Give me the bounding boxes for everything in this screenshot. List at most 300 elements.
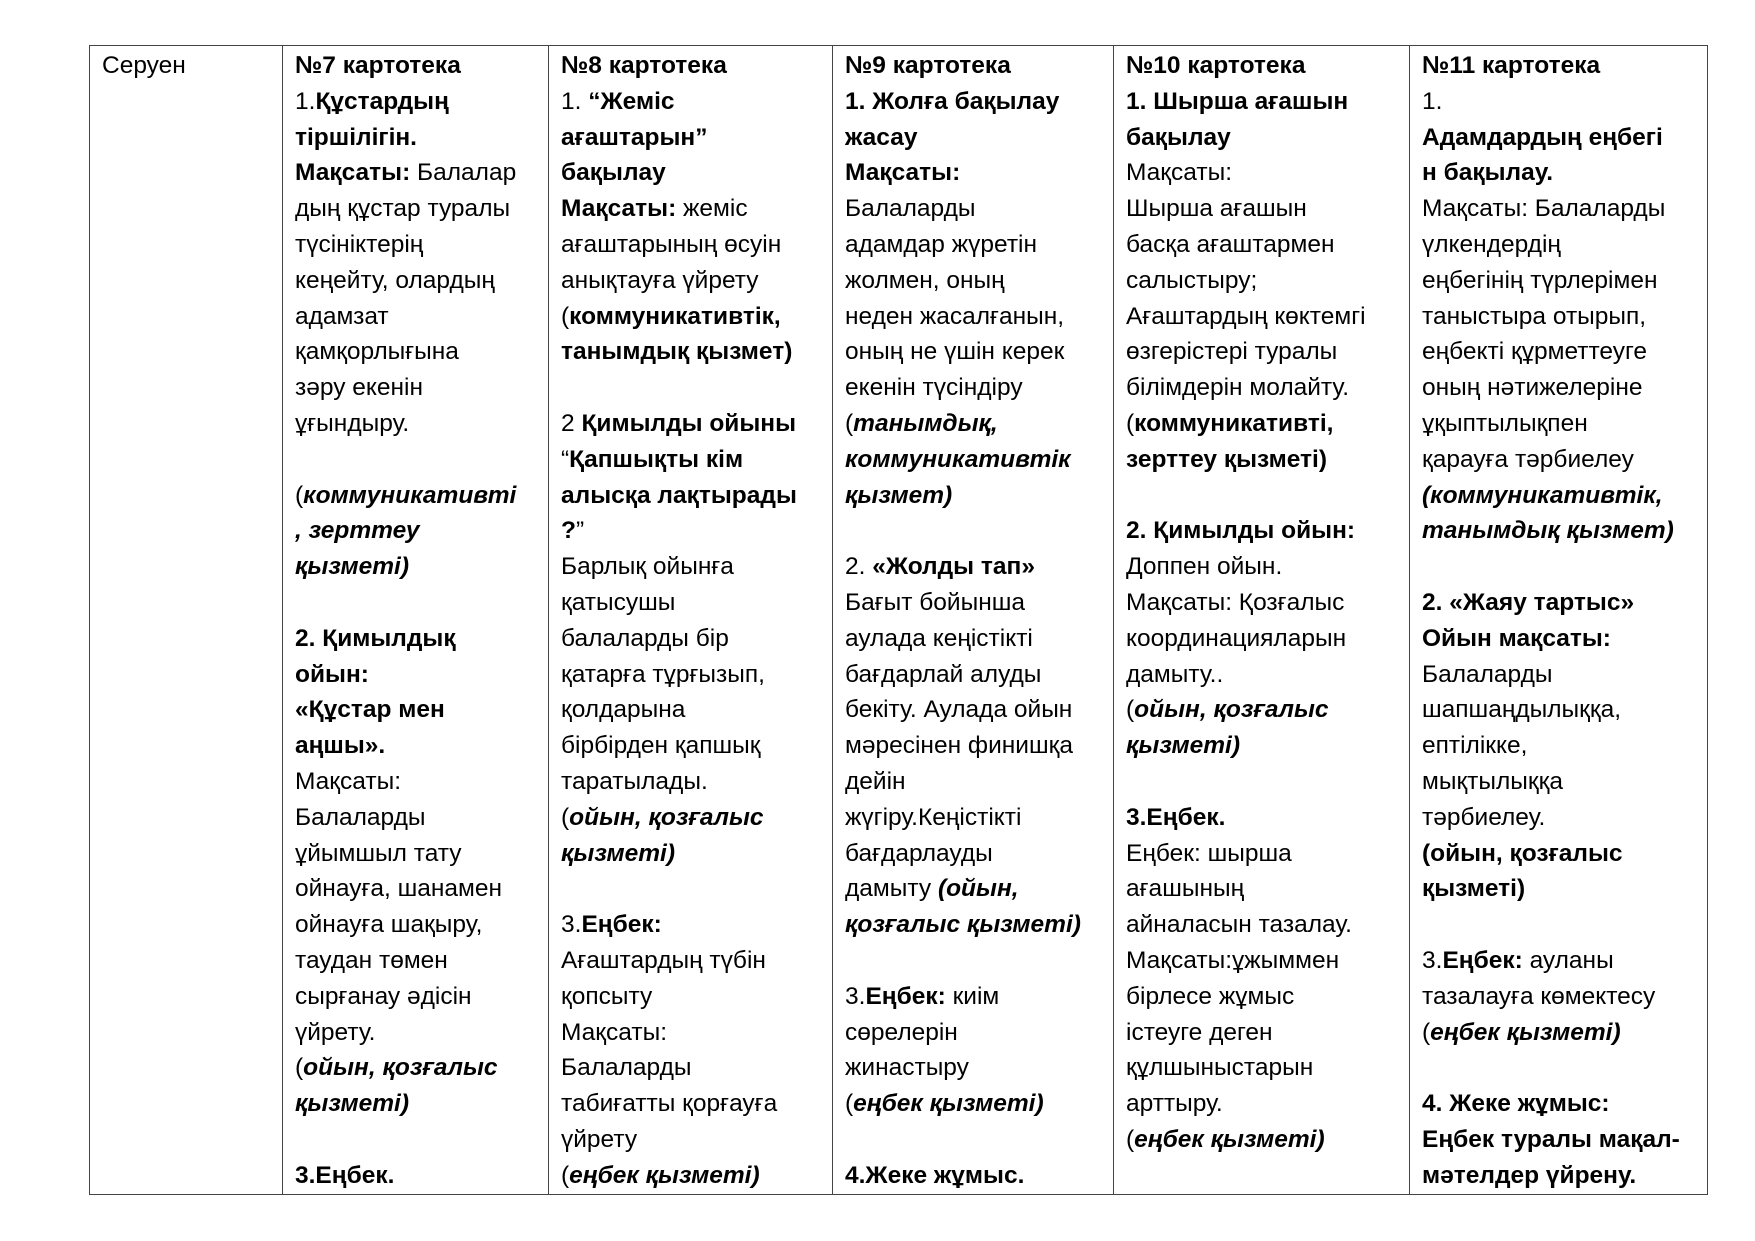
text-line bbox=[561, 549, 824, 585]
text-line bbox=[1422, 1122, 1699, 1158]
text-line bbox=[845, 907, 1105, 943]
text-line bbox=[845, 120, 1105, 156]
text-segment: 4.Жеке жұмыс. bbox=[845, 1161, 1025, 1189]
text-segment: танымдық қызмет) bbox=[1422, 517, 1674, 545]
text-line bbox=[845, 263, 1105, 299]
text-segment: 1. bbox=[561, 87, 589, 115]
text-segment: өзгерістері туралы bbox=[1126, 338, 1338, 366]
text-line bbox=[561, 1122, 824, 1158]
text-segment: н бақылау. bbox=[1422, 159, 1554, 187]
text-line bbox=[295, 513, 540, 549]
text-segment: табиғатты қорғауға bbox=[561, 1090, 778, 1118]
text-line bbox=[1126, 406, 1401, 442]
text-line bbox=[845, 1122, 1105, 1158]
text-segment: жолмен, оның bbox=[845, 266, 1005, 294]
text-line bbox=[1422, 334, 1699, 370]
text-line bbox=[561, 943, 824, 979]
text-line bbox=[295, 800, 540, 836]
text-segment: Балалар bbox=[410, 159, 517, 187]
text-line bbox=[561, 692, 824, 728]
text-segment: анықтауға үйрету bbox=[561, 266, 759, 294]
text-segment: таныстыра отырып, bbox=[1422, 302, 1647, 330]
text-segment: балаларды бір bbox=[561, 624, 729, 652]
text-segment: Еңбек: bbox=[1442, 946, 1523, 974]
text-line bbox=[845, 155, 1105, 191]
text-segment: алысқа лақтырады bbox=[561, 481, 797, 509]
text-line bbox=[845, 478, 1105, 514]
text-segment: таратылады. bbox=[561, 767, 708, 795]
text-segment: ауланы bbox=[1522, 946, 1614, 974]
text-line bbox=[295, 692, 540, 728]
text-line bbox=[845, 370, 1105, 406]
text-segment: қарауға тәрбиелеу bbox=[1422, 445, 1634, 473]
text-line bbox=[1422, 871, 1699, 907]
text-line bbox=[561, 263, 824, 299]
text-segment: Еңбек: шырша bbox=[1126, 839, 1292, 867]
text-line bbox=[295, 871, 540, 907]
column-heading: №7 картотека bbox=[295, 52, 461, 79]
plan-table bbox=[89, 45, 1708, 1195]
text-segment: адамдар жүретін bbox=[845, 230, 1038, 258]
text-segment: (ойын, қозғалыс bbox=[1422, 839, 1623, 867]
text-line bbox=[561, 84, 824, 120]
text-segment: 2 bbox=[561, 409, 582, 437]
text-line bbox=[845, 299, 1105, 335]
text-segment: ” bbox=[575, 517, 585, 545]
text-line bbox=[295, 334, 540, 370]
text-segment: ( bbox=[1126, 696, 1135, 724]
text-segment: таудан төмен bbox=[295, 946, 448, 974]
text-segment: 3.Еңбек. bbox=[295, 1161, 395, 1189]
text-line bbox=[845, 621, 1105, 657]
column-card-11 bbox=[1410, 46, 1708, 1195]
text-segment: «Жолды тап» bbox=[872, 553, 1035, 581]
text-line bbox=[1126, 84, 1401, 120]
text-line bbox=[1422, 191, 1699, 227]
text-line bbox=[295, 549, 540, 585]
text-line bbox=[845, 871, 1105, 907]
text-segment: Қимылды ойыны bbox=[581, 409, 797, 437]
text-segment: ( bbox=[561, 1161, 570, 1189]
text-segment: Мақсаты: bbox=[1126, 159, 1233, 187]
text-segment: 1. bbox=[1422, 87, 1443, 115]
text-line bbox=[845, 979, 1105, 1015]
text-segment: шапшаңдылыққа, bbox=[1422, 696, 1622, 724]
text-line bbox=[1422, 728, 1699, 764]
text-line bbox=[295, 907, 540, 943]
text-line bbox=[1422, 406, 1699, 442]
text-segment: қызметі) bbox=[1422, 875, 1526, 903]
text-segment: еңбек қызметі) bbox=[1134, 1125, 1325, 1153]
text-segment: Құстардың bbox=[315, 87, 449, 115]
text-segment: бағдарлауды bbox=[845, 839, 993, 867]
text-segment: сырғанау әдісін bbox=[295, 982, 472, 1010]
text-segment: ( bbox=[1422, 1018, 1431, 1046]
text-segment: бақылау bbox=[561, 159, 666, 187]
text-line bbox=[1422, 120, 1699, 156]
text-line bbox=[1422, 155, 1699, 191]
text-segment: “ bbox=[561, 445, 570, 473]
text-line bbox=[295, 120, 540, 156]
text-segment: ойын, қозғалыс bbox=[569, 803, 764, 831]
text-segment: коммуникативті, bbox=[1134, 409, 1334, 437]
text-segment: 3. bbox=[845, 982, 866, 1010]
text-segment: ептілікке, bbox=[1422, 732, 1528, 760]
text-line bbox=[845, 836, 1105, 872]
text-segment: жинастыру bbox=[845, 1054, 969, 1082]
text-segment: ойын: bbox=[295, 660, 369, 688]
text-line bbox=[1126, 1086, 1401, 1122]
text-segment: құлшыныстарын bbox=[1126, 1054, 1314, 1082]
text-line bbox=[1422, 836, 1699, 872]
text-segment: тіршілігін. bbox=[295, 123, 417, 151]
text-line bbox=[1422, 478, 1699, 514]
text-line bbox=[1422, 1086, 1699, 1122]
text-segment: ( bbox=[561, 803, 570, 831]
text-segment: ( bbox=[561, 302, 570, 330]
text-line bbox=[295, 943, 540, 979]
text-line bbox=[845, 657, 1105, 693]
text-line bbox=[1126, 513, 1401, 549]
text-line bbox=[295, 406, 540, 442]
text-line bbox=[561, 370, 824, 406]
text-line bbox=[1126, 979, 1401, 1015]
text-line bbox=[561, 1158, 824, 1194]
text-segment: “Жеміс bbox=[588, 87, 675, 115]
text-line bbox=[561, 227, 824, 263]
text-segment: 3. bbox=[1422, 946, 1443, 974]
text-line bbox=[295, 191, 540, 227]
text-segment: айналасын тазалау. bbox=[1126, 911, 1352, 939]
text-segment: ( bbox=[1126, 1125, 1135, 1153]
text-line bbox=[1126, 263, 1401, 299]
text-segment: бірбірден қапшық bbox=[561, 732, 761, 760]
text-segment: тазалауға көмектесу bbox=[1422, 982, 1656, 1010]
text-line bbox=[845, 800, 1105, 836]
text-line bbox=[1126, 1015, 1401, 1051]
text-line bbox=[1422, 442, 1699, 478]
text-segment: дейін bbox=[845, 767, 906, 795]
text-line bbox=[295, 728, 540, 764]
text-segment: коммуникативтік bbox=[845, 445, 1071, 473]
text-segment: , зерттеу bbox=[295, 517, 420, 545]
text-segment: ұйымшыл тату bbox=[295, 839, 462, 867]
text-segment: Мақсаты: Балаларды bbox=[1422, 195, 1666, 223]
text-segment: Мақсаты: bbox=[845, 159, 961, 187]
text-segment: 2. bbox=[845, 553, 873, 581]
text-segment: ұғындыру. bbox=[295, 409, 410, 437]
text-line bbox=[1422, 585, 1699, 621]
text-segment: 1. Шырша ағашын bbox=[1126, 87, 1349, 115]
text-line bbox=[1126, 871, 1401, 907]
text-line bbox=[1126, 442, 1401, 478]
text-segment: зәру екенін bbox=[295, 374, 424, 402]
text-segment: ағашының bbox=[1126, 875, 1245, 903]
text-segment: танымдық қызмет) bbox=[561, 338, 793, 366]
text-segment: түсініктерің bbox=[295, 230, 424, 258]
text-line bbox=[1126, 800, 1401, 836]
text-segment: Балаларды bbox=[845, 195, 976, 223]
text-line bbox=[1422, 979, 1699, 1015]
text-line bbox=[1422, 764, 1699, 800]
text-segment: қопсыту bbox=[561, 982, 653, 1010]
text-line bbox=[561, 191, 824, 227]
text-segment: оның не үшін керек bbox=[845, 338, 1065, 366]
text-segment: қызметі) bbox=[561, 839, 676, 867]
text-segment: оның нәтижелеріне bbox=[1422, 374, 1643, 402]
text-line bbox=[1126, 943, 1401, 979]
text-segment: екенін түсіндіру bbox=[845, 374, 1023, 402]
text-segment: білімдерін молайту. bbox=[1126, 374, 1350, 402]
text-line bbox=[1422, 84, 1699, 120]
text-segment: зерттеу қызметі) bbox=[1126, 445, 1328, 473]
table-row bbox=[90, 46, 1708, 1195]
text-line bbox=[561, 299, 824, 335]
text-segment: Мақсаты: bbox=[561, 195, 677, 223]
text-line bbox=[1422, 800, 1699, 836]
text-line bbox=[845, 191, 1105, 227]
text-segment: істеуге деген bbox=[1126, 1018, 1273, 1046]
column-heading: №8 картотека bbox=[561, 52, 727, 79]
text-line bbox=[295, 1086, 540, 1122]
text-segment: бағдарлай алуды bbox=[845, 660, 1042, 688]
text-line bbox=[1126, 585, 1401, 621]
text-segment: танымдық, bbox=[853, 409, 998, 437]
text-line bbox=[1126, 227, 1401, 263]
text-segment: координацияларын bbox=[1126, 624, 1347, 652]
text-line bbox=[295, 979, 540, 1015]
text-line bbox=[295, 621, 540, 657]
text-line bbox=[845, 406, 1105, 442]
text-segment: 3.Еңбек. bbox=[1126, 803, 1226, 831]
text-segment: адамзат bbox=[295, 302, 389, 330]
text-segment: мәресінен финишқа bbox=[845, 732, 1073, 760]
text-line bbox=[1422, 263, 1699, 299]
text-line bbox=[845, 227, 1105, 263]
text-segment: қызметі) bbox=[295, 1090, 410, 1118]
text-line bbox=[561, 621, 824, 657]
text-segment: 4. Жеке жұмыс: bbox=[1422, 1090, 1610, 1118]
text-segment: салыстыру; bbox=[1126, 266, 1258, 294]
text-line bbox=[1422, 1158, 1699, 1194]
text-segment: қызметі) bbox=[295, 553, 410, 581]
text-segment: қызметі) bbox=[1126, 732, 1241, 760]
text-line bbox=[561, 442, 824, 478]
text-line bbox=[1126, 191, 1401, 227]
text-line bbox=[1422, 657, 1699, 693]
text-line bbox=[561, 1015, 824, 1051]
text-line bbox=[1422, 227, 1699, 263]
text-line bbox=[295, 1015, 540, 1051]
text-segment: Ағаштардың көктемгі bbox=[1126, 302, 1366, 330]
text-segment: жасау bbox=[845, 123, 918, 151]
text-line bbox=[845, 549, 1105, 585]
text-line bbox=[1422, 370, 1699, 406]
text-segment: аңшы». bbox=[295, 732, 386, 760]
text-segment: неден жасалғанын, bbox=[845, 302, 1065, 330]
text-line bbox=[295, 585, 540, 621]
text-line bbox=[1126, 764, 1401, 800]
text-line bbox=[1126, 549, 1401, 585]
text-segment: Мақсаты:ұжыммен bbox=[1126, 946, 1340, 974]
text-segment: Мақсаты: bbox=[295, 159, 411, 187]
text-segment: Мақсаты: bbox=[561, 1018, 668, 1046]
text-line bbox=[1126, 728, 1401, 764]
column-card-9 bbox=[833, 46, 1114, 1195]
text-segment: Ағаштардың түбін bbox=[561, 946, 766, 974]
text-line bbox=[1422, 692, 1699, 728]
text-segment: ( bbox=[1126, 409, 1135, 437]
text-segment: үлкендердің bbox=[1422, 230, 1561, 258]
text-segment: еңбегінің түрлерімен bbox=[1422, 266, 1658, 294]
text-line bbox=[845, 692, 1105, 728]
text-segment: 2. «Жаяу тартыс» bbox=[1422, 588, 1635, 616]
text-segment: ( bbox=[845, 1090, 854, 1118]
text-line bbox=[561, 513, 824, 549]
text-line bbox=[561, 728, 824, 764]
text-segment: еңбекті құрметтеуге bbox=[1422, 338, 1648, 366]
text-segment: аулада кеңістікті bbox=[845, 624, 1033, 652]
text-line bbox=[295, 836, 540, 872]
text-line bbox=[1126, 155, 1401, 191]
text-line bbox=[1126, 1122, 1401, 1158]
text-segment: Балаларды bbox=[561, 1054, 692, 1082]
text-segment: ойнауға шақыру, bbox=[295, 911, 483, 939]
text-line bbox=[561, 979, 824, 1015]
text-line bbox=[561, 334, 824, 370]
text-segment: Шырша ағашын bbox=[1126, 195, 1307, 223]
text-segment: ағаштарының өсуін bbox=[561, 230, 782, 258]
text-segment: қамқорлығына bbox=[295, 338, 459, 366]
text-segment: мықтылыққа bbox=[1422, 767, 1563, 795]
text-segment: бақылау bbox=[1126, 123, 1231, 151]
text-segment: (ойын, bbox=[937, 875, 1019, 903]
text-segment: сөрелерін bbox=[845, 1018, 958, 1046]
text-segment: Мақсаты: bbox=[295, 767, 402, 795]
text-segment: 1. Жолға бақылау bbox=[845, 87, 1060, 115]
column-card-10 bbox=[1114, 46, 1410, 1195]
text-line bbox=[295, 370, 540, 406]
text-line bbox=[1422, 907, 1699, 943]
text-line bbox=[295, 1122, 540, 1158]
text-segment: еңбек қызметі) bbox=[853, 1090, 1044, 1118]
text-segment: Бағыт бойынша bbox=[845, 588, 1026, 616]
text-line bbox=[295, 442, 540, 478]
column-heading: №11 картотека bbox=[1422, 52, 1601, 79]
text-segment: басқа ағаштармен bbox=[1126, 230, 1335, 258]
text-segment: дамыту.. bbox=[1126, 660, 1224, 688]
text-segment: Қапшықты кім bbox=[569, 445, 744, 473]
text-segment: ( bbox=[295, 481, 304, 509]
text-line bbox=[1422, 513, 1699, 549]
text-segment: Балаларды bbox=[1422, 660, 1553, 688]
text-segment: Доппен ойын. bbox=[1126, 553, 1283, 581]
text-line bbox=[1126, 1050, 1401, 1086]
text-line bbox=[561, 871, 824, 907]
text-segment: арттыру. bbox=[1126, 1090, 1223, 1118]
text-line bbox=[561, 800, 824, 836]
text-segment: Ойын мақсаты: bbox=[1422, 624, 1611, 652]
text-line bbox=[1126, 478, 1401, 514]
text-line bbox=[1422, 299, 1699, 335]
text-segment: Балаларды bbox=[295, 803, 426, 831]
text-line bbox=[1126, 907, 1401, 943]
text-line bbox=[845, 513, 1105, 549]
text-segment: ағаштарын” bbox=[561, 123, 708, 151]
text-line bbox=[295, 478, 540, 514]
text-line bbox=[1126, 299, 1401, 335]
text-line bbox=[845, 1015, 1105, 1051]
text-segment: кеңейту, олардың bbox=[295, 266, 495, 294]
text-segment: 2. Қимылдық bbox=[295, 624, 456, 652]
text-line bbox=[561, 478, 824, 514]
text-segment: коммуникативтік, bbox=[569, 302, 781, 330]
column-heading: №10 картотека bbox=[1126, 52, 1306, 79]
text-line bbox=[845, 442, 1105, 478]
row-label-cell bbox=[90, 46, 283, 1195]
text-segment: қатысушы bbox=[561, 588, 676, 616]
text-line bbox=[845, 1158, 1105, 1194]
text-segment: ұқыптылықпен bbox=[1422, 409, 1588, 437]
text-segment: еңбек қызметі) bbox=[1430, 1018, 1621, 1046]
text-line bbox=[1126, 334, 1401, 370]
text-segment: 3. bbox=[561, 911, 582, 939]
text-segment: тәрбиелеу. bbox=[1422, 803, 1546, 831]
text-line bbox=[845, 728, 1105, 764]
text-segment: ( bbox=[845, 409, 854, 437]
text-segment: киім bbox=[945, 982, 1000, 1010]
text-line bbox=[295, 227, 540, 263]
text-line bbox=[1126, 370, 1401, 406]
text-line bbox=[1422, 549, 1699, 585]
text-segment: мәтелдер үйрену. bbox=[1422, 1161, 1637, 1189]
text-segment: дамыту bbox=[845, 875, 938, 903]
text-line bbox=[845, 1050, 1105, 1086]
text-segment: еңбек қызметі) bbox=[569, 1161, 760, 1189]
text-line bbox=[561, 907, 824, 943]
text-line bbox=[845, 1086, 1105, 1122]
text-segment: қолдарына bbox=[561, 696, 686, 724]
text-line bbox=[1422, 943, 1699, 979]
text-line bbox=[561, 1086, 824, 1122]
text-line bbox=[1422, 1015, 1699, 1051]
text-line bbox=[845, 334, 1105, 370]
text-line bbox=[295, 1050, 540, 1086]
text-line bbox=[295, 155, 540, 191]
text-segment: коммуникативті bbox=[303, 481, 517, 509]
text-line bbox=[295, 764, 540, 800]
text-line bbox=[1422, 621, 1699, 657]
text-segment: Адамдардың еңбегі bbox=[1422, 123, 1663, 151]
text-segment: үйрету. bbox=[295, 1018, 376, 1046]
text-line bbox=[561, 120, 824, 156]
text-line bbox=[561, 1050, 824, 1086]
text-line bbox=[561, 585, 824, 621]
text-segment: Еңбек: bbox=[865, 982, 946, 1010]
text-segment: бірлесе жұмыс bbox=[1126, 982, 1295, 1010]
text-line bbox=[845, 84, 1105, 120]
text-segment: үйрету bbox=[561, 1125, 638, 1153]
text-segment: қатарға тұрғызып, bbox=[561, 660, 765, 688]
text-segment: ойын, қозғалыс bbox=[303, 1054, 498, 1082]
text-segment: ? bbox=[561, 517, 576, 545]
text-line bbox=[845, 585, 1105, 621]
text-segment: ойын, қозғалыс bbox=[1134, 696, 1329, 724]
text-segment: ( bbox=[295, 1054, 304, 1082]
text-segment: қозғалыс қызметі) bbox=[845, 911, 1081, 939]
text-line bbox=[845, 764, 1105, 800]
column-card-8 bbox=[549, 46, 833, 1195]
